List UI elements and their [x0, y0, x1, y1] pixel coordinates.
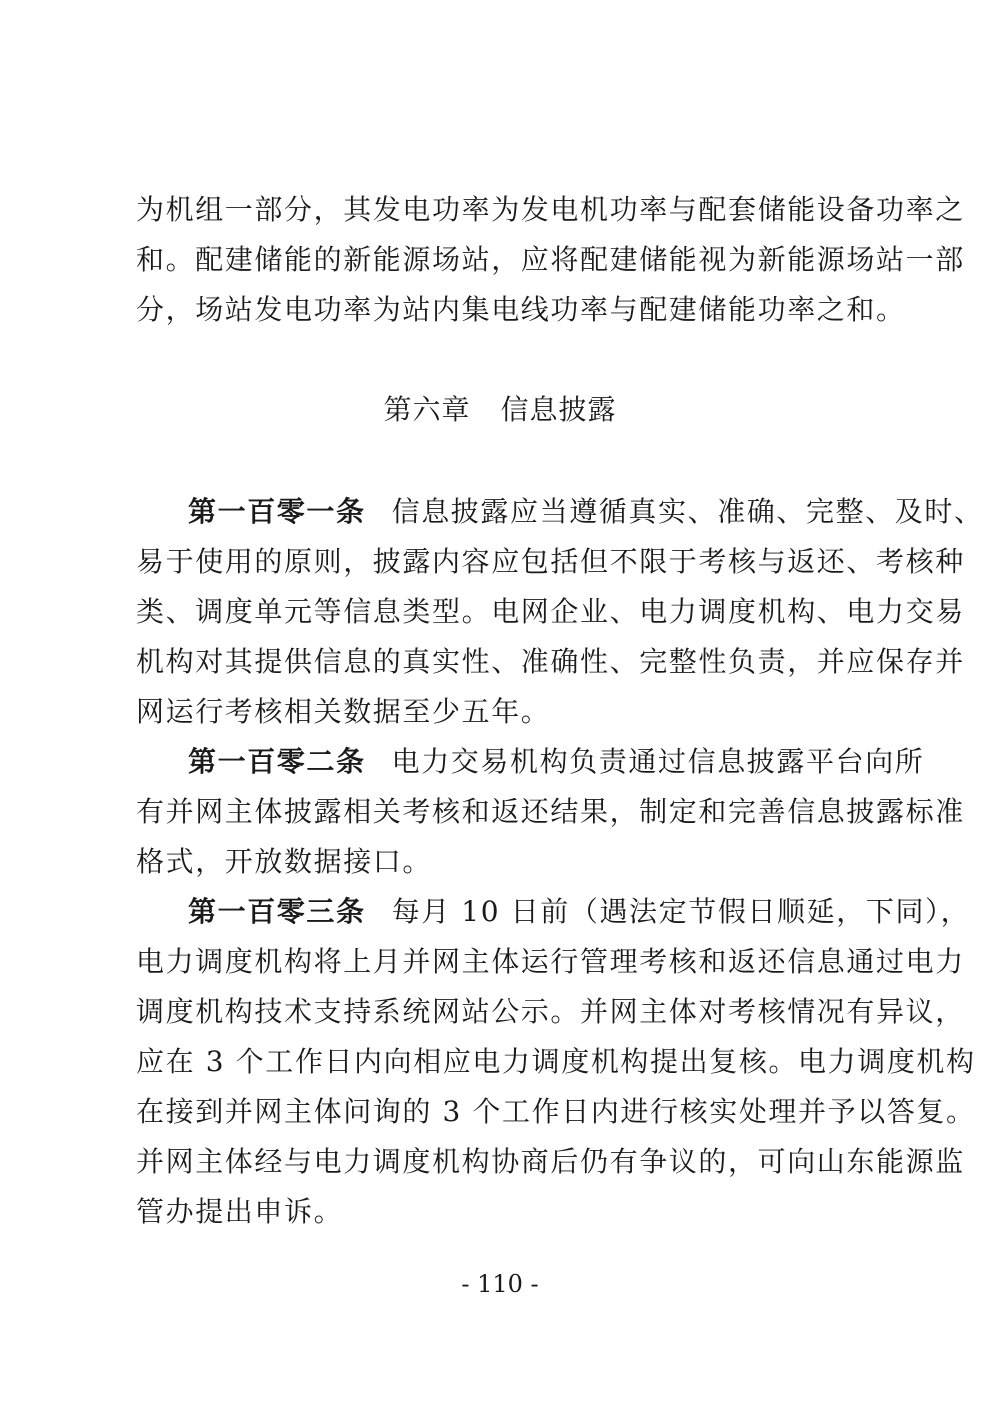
text-line: 格式，开放数据接口。: [136, 845, 433, 878]
text-line: 易于使用的原则，披露内容应包括但不限于考核与返还、考核种: [136, 545, 965, 578]
text-line: 机构对其提供信息的真实性、准确性、完整性负责，并应保存并: [136, 645, 965, 678]
text-line: 有并网主体披露相关考核和返还结果，制定和完善信息披露标准: [136, 795, 965, 828]
article-label: 第一百零一条: [188, 495, 366, 528]
text-line: 和。配建储能的新能源场站，应将配建储能视为新能源场站一部: [136, 243, 965, 276]
article-text: 信息披露应当遵循真实、准确、完整、及时、: [391, 495, 984, 528]
text-line: 类、调度单元等信息类型。电网企业、电力调度机构、电力交易: [136, 595, 965, 628]
text-line: 并网主体经与电力调度机构协商后仍有争议的，可向山东能源监: [136, 1145, 965, 1178]
text-line: 电力调度机构将上月并网主体运行管理考核和返还信息通过电力: [136, 945, 965, 978]
article-label: 第一百零三条: [188, 895, 366, 928]
text-line: 调度机构技术支持系统网站公示。并网主体对考核情况有异议，: [136, 995, 965, 1028]
article-first-line: [188, 742, 925, 782]
article-text: 每月 10 日前（遇法定节假日顺延，下同），: [391, 895, 971, 928]
chapter-number: 第六章: [383, 393, 471, 426]
text-line: 网运行考核相关数据至少五年。: [136, 695, 551, 728]
text-line: 在接到并网主体问询的 3 个工作日内进行核实处理并予以答复。: [136, 1095, 976, 1128]
text-line: 管办提出申诉。: [136, 1195, 344, 1228]
chapter-heading: [0, 390, 1000, 430]
chapter-title: 信息披露: [500, 393, 617, 426]
page-number: - 110 -: [461, 1270, 539, 1298]
text-line: 分，场站发电功率为站内集电线功率与配建储能功率之和。: [136, 293, 906, 326]
article-label: 第一百零二条: [188, 745, 366, 778]
article-first-line: [188, 892, 971, 932]
article-text: 电力交易机构负责通过信息披露平台向所: [391, 745, 925, 778]
text-line: 为机组一部分，其发电功率为发电机功率与配套储能设备功率之: [136, 193, 965, 226]
text-line: 应在 3 个工作日内向相应电力调度机构提出复核。电力调度机构: [136, 1045, 976, 1078]
article-first-line: [188, 492, 984, 532]
